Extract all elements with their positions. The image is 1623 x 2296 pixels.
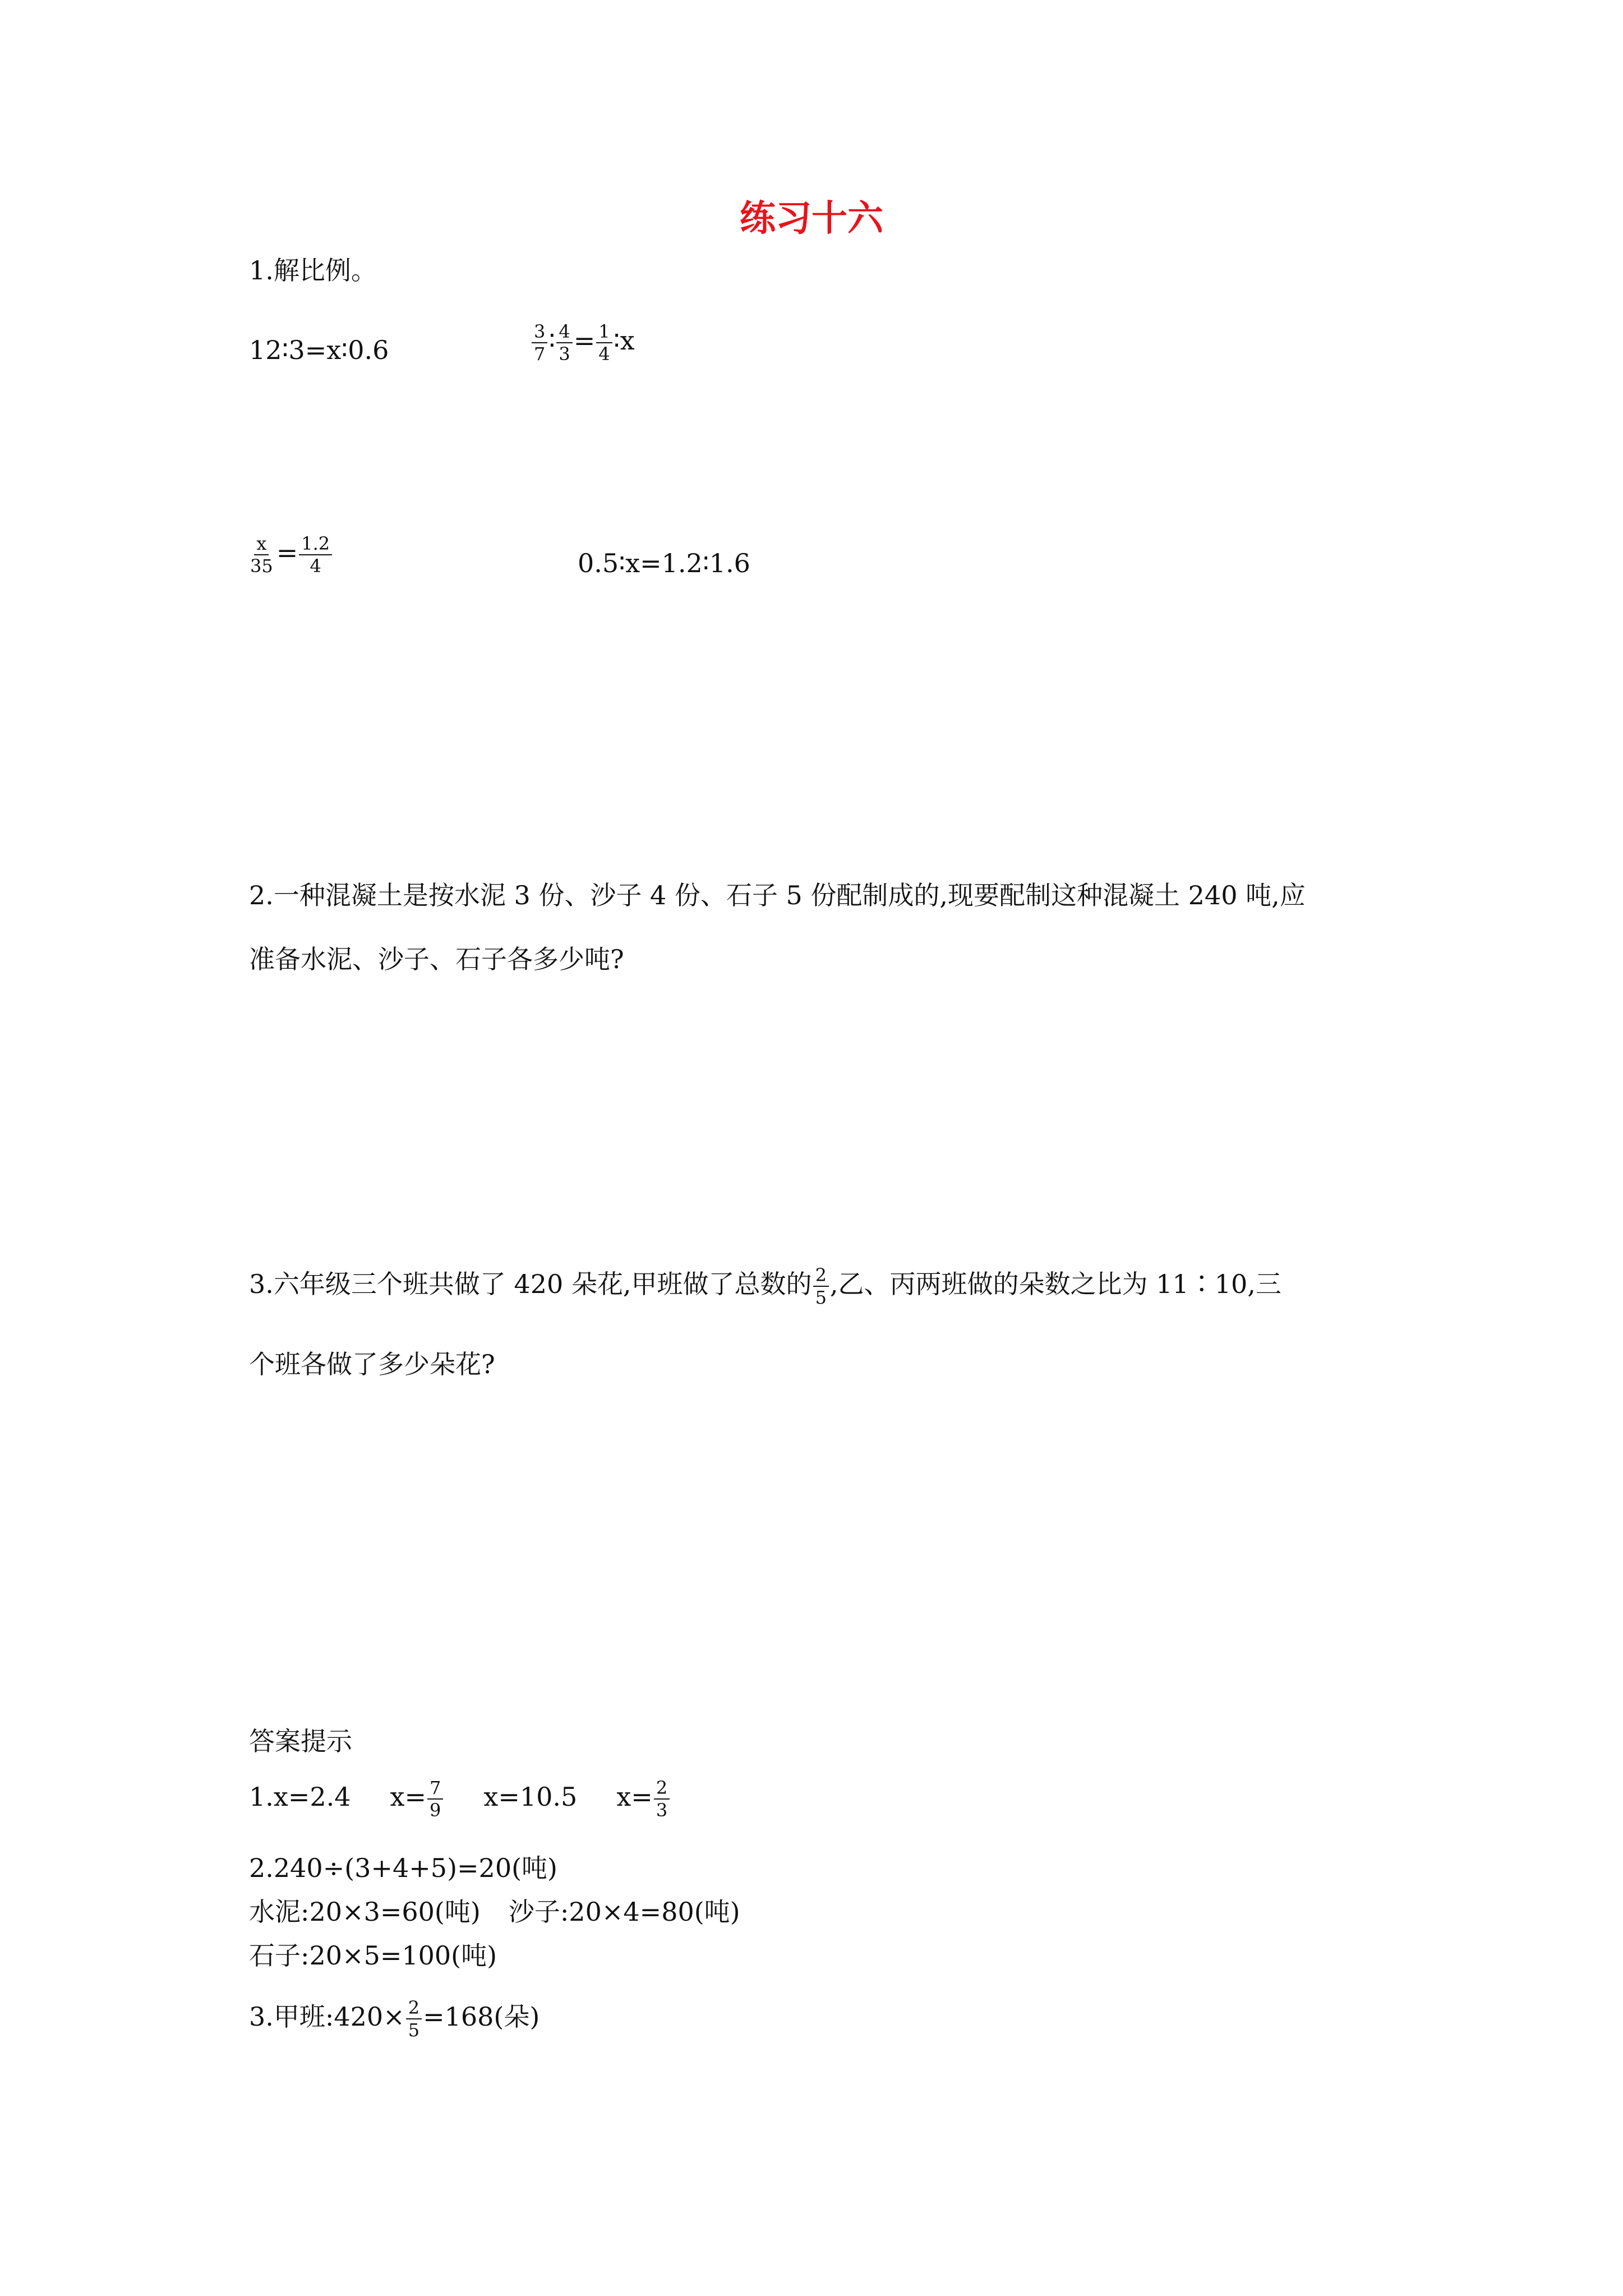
answer-3 <box>249 1997 540 2041</box>
answer-2-line-1: 2.240÷(3+4+5)=20(吨) <box>249 1853 557 1883</box>
answer-1 <box>249 1777 671 1821</box>
fraction-denominator: 5 <box>408 2019 420 2041</box>
fraction-numerator: 2 <box>654 1777 670 1800</box>
fraction <box>556 321 572 365</box>
fraction-numerator: 2 <box>813 1264 829 1287</box>
answer-cement: 水泥:20×3=60(吨) <box>249 1897 481 1927</box>
fraction <box>299 533 332 577</box>
fraction-numerator: 1.2 <box>299 533 332 555</box>
fraction <box>406 1997 422 2041</box>
answer-number: 1. <box>249 1782 274 1812</box>
fraction-numerator: 7 <box>427 1777 443 1800</box>
fraction-denominator: 5 <box>815 1287 827 1308</box>
page-title: 练习十六 <box>740 198 883 240</box>
equation-tail: ∶x <box>613 325 635 356</box>
fraction-numerator: 3 <box>532 321 547 343</box>
fraction-numerator: 4 <box>556 321 572 343</box>
fraction <box>654 1777 670 1821</box>
q2-line-2: 准备水泥、沙子、石子各多少吨? <box>249 944 624 974</box>
fraction <box>427 1777 443 1821</box>
fraction-numerator: 2 <box>406 1997 422 2019</box>
q3-line-1 <box>249 1264 1281 1308</box>
answer-lhs: x= <box>616 1782 653 1812</box>
q3-text-b: ,乙、丙两班做的朵数之比为 11∶10,三 <box>829 1269 1281 1299</box>
answers-heading: 答案提示 <box>249 1726 352 1756</box>
fraction-denominator: 3 <box>656 1800 668 1821</box>
equals-sign: = <box>276 537 298 568</box>
answer-value: x=2.4 <box>273 1782 351 1812</box>
q2-line-1: 2.一种混凝土是按水泥 3 份、沙子 4 份、石子 5 份配制成的,现要配制这种混凝土 240 吨,应 <box>249 880 1306 910</box>
fraction-denominator: 35 <box>250 555 273 577</box>
fraction <box>596 321 612 365</box>
fraction-denominator: 4 <box>598 343 610 365</box>
ratio-sign: ∶ <box>548 325 556 356</box>
fraction <box>248 533 275 577</box>
fraction-denominator: 3 <box>559 343 570 365</box>
answer-3-prefix: 3.甲班:420× <box>249 2001 405 2032</box>
answer-lhs: x= <box>390 1782 427 1812</box>
fraction-denominator: 4 <box>310 555 321 577</box>
fraction-numerator: 1 <box>596 321 612 343</box>
fraction-denominator: 9 <box>430 1800 441 1821</box>
fraction <box>532 321 547 365</box>
q3-text-a: 3.六年级三个班共做了 420 朵花,甲班做了总数的 <box>249 1269 812 1299</box>
q1-heading: 1.解比例。 <box>249 255 377 286</box>
q1-equation-4: 0.5∶x=1.2∶1.6 <box>578 548 750 578</box>
q1-equation-3 <box>247 533 333 577</box>
fraction-denominator: 7 <box>534 343 546 365</box>
answer-3-suffix: =168(朵) <box>423 2001 540 2032</box>
answer-value: x=10.5 <box>483 1782 578 1812</box>
q3-line-2: 个班各做了多少朵花? <box>249 1349 495 1379</box>
answer-sand: 沙子:20×4=80(吨) <box>508 1897 740 1927</box>
q1-equation-2 <box>531 321 635 365</box>
q1-equation-1: 12∶3=x∶0.6 <box>249 335 389 365</box>
answer-2-line-3: 石子:20×5=100(吨) <box>249 1940 497 1971</box>
answer-2-line-2 <box>249 1895 740 1929</box>
equals-sign: = <box>573 325 596 356</box>
fraction-numerator: x <box>254 533 269 555</box>
fraction <box>813 1264 829 1308</box>
